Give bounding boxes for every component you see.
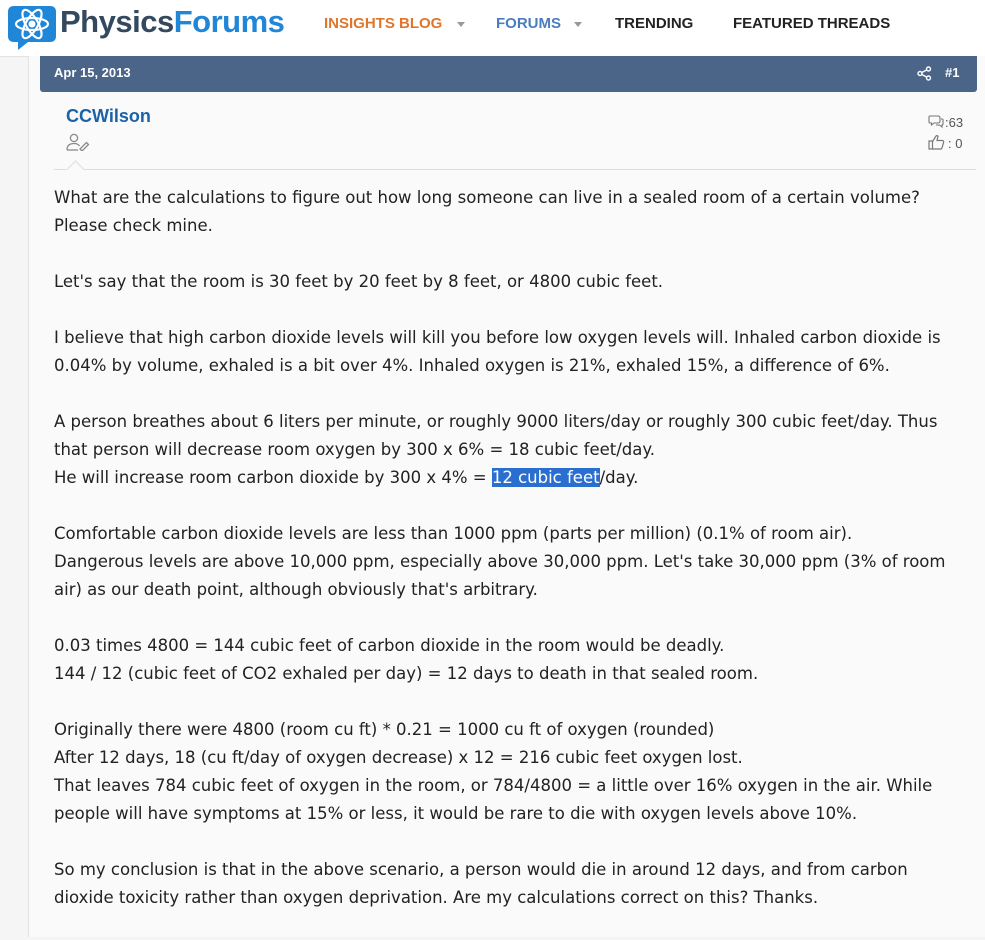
post-text: I believe that high carbon dioxide levels will kill you before low oxygen levels will. Inhaled carbon dioxide is 0.04% by volume, exhaled is a bit over 4%. Inhaled oxygen is 21%, exhaled 15%, a difference of 6%. [54, 328, 941, 375]
insights-dropdown-caret-icon[interactable] [457, 22, 465, 27]
post-body [54, 184, 972, 940]
brand-physics: Physics [60, 4, 174, 39]
nav-insights-blog[interactable]: INSIGHTS BLOG [324, 15, 443, 32]
site-header [0, 0, 985, 57]
nav-trending[interactable]: TRENDING [615, 15, 694, 32]
post-paragraph [54, 632, 972, 688]
post-text: Let's say that the room is 30 feet by 20 feet by 8 feet, or 4800 cubic feet. [54, 272, 664, 291]
post-text: 144 / 12 (cubic feet of CO2 exhaled per day) = 12 days to death in that sealed room. [54, 664, 759, 683]
post-text: Dangerous levels are above 10,000 ppm, especially above 30,000 ppm. Let's take 30,000 ppm (3% of room air) as our death point, although obviously that's arbitrary. [54, 552, 946, 599]
reaction-score-value: : 0 [948, 136, 963, 151]
post-header-bar [40, 56, 977, 92]
post-number-link[interactable]: #1 [945, 65, 960, 80]
post-author-name[interactable]: CCWilson [66, 106, 151, 126]
post-paragraph [54, 184, 972, 240]
post-date[interactable]: Apr 15, 2013 [54, 65, 131, 80]
post-paragraph [54, 716, 972, 828]
post-paragraph [54, 268, 972, 296]
post-text: Please check mine. [54, 216, 213, 235]
post-text: He will increase room carbon dioxide by 300 x 4% = [54, 468, 492, 487]
nav-forums[interactable]: FORUMS [496, 15, 561, 32]
post-paragraph [54, 856, 972, 912]
post-text: That leaves 784 cubic feet of oxygen in the room, or 784/4800 = a little over 16% oxygen in the air. While people will have symptoms at 15% or less, it would be rare to die with oxygen levels above 10%. [54, 776, 933, 823]
post-text: A person breathes about 6 liters per minute, or roughly 9000 liters/day or roughly 300 cubic feet/day. Thus that person will decrease room oxygen by 300 x 6% = 18 cubic feet/day. [54, 412, 938, 459]
post-text: What are the calculations to figure out how long someone can live in a sealed room of a certain volume? [54, 188, 920, 207]
author-reaction-score [928, 134, 968, 152]
message-count-value: :63 [945, 115, 964, 130]
post-text: So my conclusion is that in the above scenario, a person would die in around 12 days, and from carbon dioxide toxicity rather than oxygen deprivation. Are my calculations correct on this? Thanks. [54, 860, 908, 907]
post-text: Comfortable carbon dioxide levels are less than 1000 ppm (parts per million) (0.1% of room air). [54, 524, 853, 543]
messages-icon [928, 113, 944, 129]
thumbs-up-icon [928, 134, 945, 150]
atom-logo-icon[interactable] [6, 2, 58, 52]
nav-featured-threads[interactable]: FEATURED THREADS [733, 15, 891, 32]
post-text: 0.03 times 4800 = 144 cubic feet of carbon dioxide in the room would be deadly. [54, 636, 725, 655]
forums-dropdown-caret-icon[interactable] [574, 22, 582, 27]
post-text: Originally there were 4800 (room cu ft) * 0.21 = 1000 cu ft of oxygen (rounded) [54, 720, 715, 739]
site-brand[interactable] [60, 4, 284, 40]
post-text: /day. [599, 468, 639, 487]
post-header-divider [54, 169, 976, 170]
author-message-count [928, 113, 968, 131]
post-paragraph [54, 324, 972, 380]
post-paragraph [54, 408, 972, 492]
selected-text-highlight[interactable]: 12 cubic feet [491, 468, 600, 487]
post-paragraph [54, 520, 972, 604]
share-icon[interactable] [917, 66, 932, 81]
brand-forums: Forums [173, 4, 285, 39]
user-icon [66, 133, 90, 151]
post-text: After 12 days, 18 (cu ft/day of oxygen decrease) x 12 = 216 cubic feet oxygen lost. [54, 748, 743, 767]
